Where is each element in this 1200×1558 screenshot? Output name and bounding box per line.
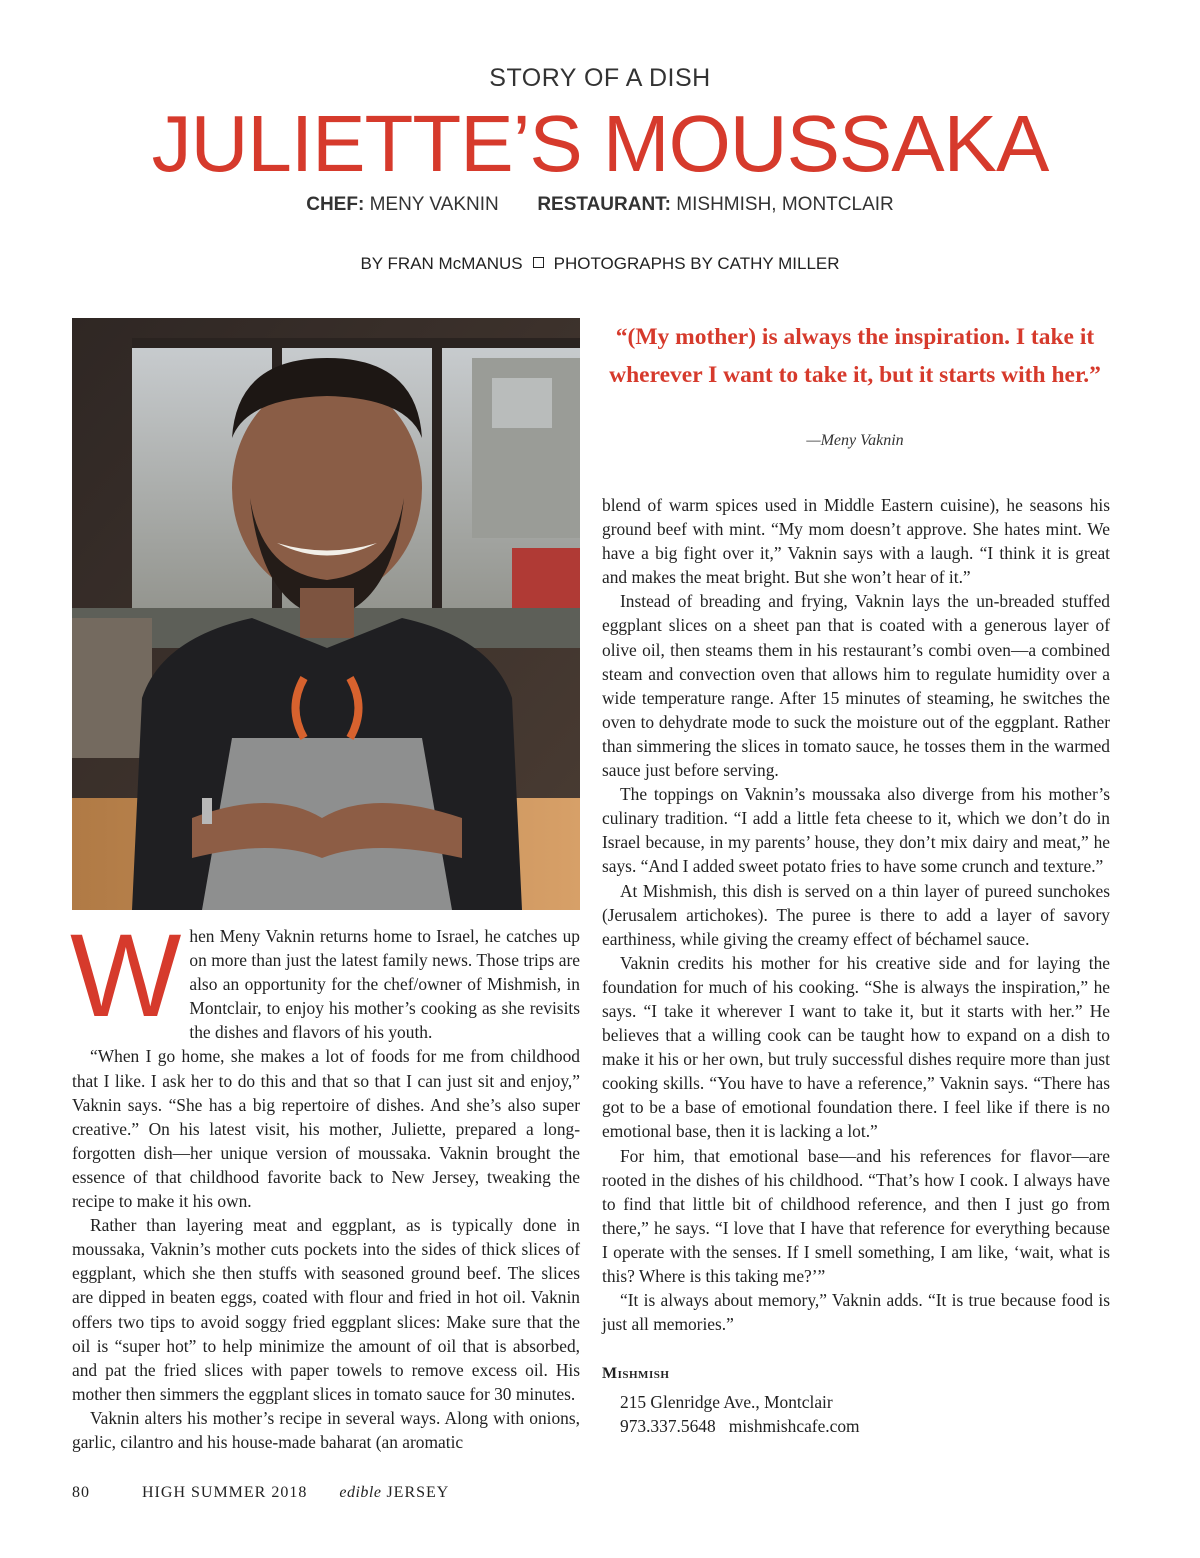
paragraph: “When I go home, she makes a lot of foods for me from childhood that I like. I ask her to do this and that so that I can just sit and enjoy,” Vaknin says. “She has a big repertoire of dishes. And she’s also super creative.” On his latest visit, his mother, Juliette, prepared a long-forgotten dish—her unique version of moussaka. Vaknin brought the essence of that childhood favorite back to New Jersey, tweaking the recipe to make it his own. (72, 1046, 580, 1212)
section-kicker: STORY OF A DISH (489, 64, 711, 92)
restaurant-website[interactable]: mishmishcafe.com (728, 1416, 860, 1436)
separator-square-icon (533, 257, 544, 268)
restaurant-address: 215 Glenridge Ave., Montclair (620, 1392, 833, 1412)
chef-restaurant-line (0, 194, 1200, 216)
article-column-right (602, 493, 1110, 1336)
paragraph: Vaknin credits his mother for his creative side and for laying the foundation for much of his cooking. “She is always the inspiration,” he says. “I take it wherever I want to take it, but it starts with her.” He believes that a willing cook can be taught how to expand on a dish to make it his or her own, but truly successful dishes require more than just cooking skills. “You have to have a reference,” Vaknin says. “There has got to be a base of emotional foundation there. I feel like if there is no emotional base, then it is lacking a lot.” (602, 952, 1110, 1142)
paragraph: When Meny Vaknin returns home to Israel, he catches up on more than just the latest family news. Those trips are also an opportunity for the chef/owner of Mishmish, in Montclair, to enjoy his mother’s cooking as she revisits the dishes and flavors of his youth. (70, 910, 580, 1043)
byline (0, 254, 1200, 274)
paragraph: The toppings on Vaknin’s moussaka also diverge from his mother’s culinary tradition. “I add a little feta cheese to it, which we don’t do in Israel because, in my parents’ house, they don’t mix dairy and meat,” he says. “And I added sweet potato fries to have some crunch and texture.” (602, 784, 1110, 877)
chef-label: CHEF: (306, 194, 365, 215)
restaurant-phone: 973.337.5648 (620, 1416, 716, 1436)
author-credit: BY FRAN McMANUS (360, 254, 523, 273)
pull-quote: “(My mother) is always the inspiration. I take it wherever I want to take it, but it starts with her.” (609, 324, 1101, 388)
page-footer (72, 1484, 449, 1502)
article-title: JULIETTE’S MOUSSAKA (151, 99, 1049, 188)
restaurant-info-name: Mishmish (602, 1365, 670, 1382)
paragraph: Instead of breading and frying, Vaknin lays the un-breaded stuffed eggplant slices on a sheet pan that is coated with a generous layer of olive oil, then steams them in his restaurant’s combi oven—a combined steam and convection oven that allows him to regulate humidity over a wide temperature range. After 15 minutes of steaming, he switches the oven to dehydrate mode to suck the moisture out of the eggplant. Rather than simmering the slices in tomato sauce, he tosses them in the warmed sauce just before serving. (602, 591, 1110, 781)
restaurant-label: RESTAURANT: (537, 194, 672, 215)
magazine-name: JERSEY (386, 1484, 450, 1501)
restaurant-name: MISHMISH, MONTCLAIR (676, 194, 894, 215)
issue-name: HIGH SUMMER 2018 (142, 1484, 308, 1501)
photo-credit: PHOTOGRAPHS BY CATHY MILLER (553, 254, 840, 273)
paragraph: blend of warm spices used in Middle Eastern cuisine), he seasons his ground beef with mint. “My mom doesn’t approve. She hates mint. We have a big fight over it,” Vaknin says with a laugh. “I think it is great and makes the meat bright. But she won’t hear of it.” (602, 495, 1110, 588)
pull-quote-attribution: —Meny Vaknin (806, 432, 904, 449)
chef-photo (72, 318, 580, 910)
paragraph: Vaknin alters his mother’s recipe in several ways. Along with onions, garlic, cilantro and his house-made baharat (an aromatic (72, 1407, 580, 1452)
article-column-left (70, 910, 580, 1454)
drop-cap: W (70, 910, 182, 1042)
restaurant-contact (602, 1414, 1102, 1438)
paragraph: “It is always about memory,” Vaknin adds. “It is true because food is just all memories.” (602, 1290, 1110, 1335)
paragraph: At Mishmish, this dish is served on a thin layer of pureed sunchokes (Jerusalem artichokes). The puree is there to add a layer of savory earthiness, while giving the creamy effect of béchamel sauce. (602, 880, 1110, 949)
paragraph: Rather than layering meat and eggplant, as is typically done in moussaka, Vaknin’s mother cuts pockets into the sides of thick slices of eggplant, which she then stuffs with seasoned ground beef. The slices are dipped in beaten eggs, coated with flour and fried in hot oil. Vaknin offers two tips to avoid soggy fried eggplant slices: Make sure that the oil is “super hot” to help minimize the amount of oil that is absorbed, and pat the fried slices with paper towels to remove excess oil. His mother then simmers the eggplant slices in tomato sauce for 30 minutes. (72, 1215, 580, 1404)
restaurant-info (602, 1362, 1102, 1438)
page-number: 80 (72, 1484, 90, 1501)
chef-name: MENY VAKNIN (369, 194, 499, 215)
magazine-name-italic: edible (339, 1484, 382, 1501)
paragraph: For him, that emotional base—and his references for flavor—are rooted in the dishes of his childhood. “That’s how I cook. I always have to find that little bit of childhood reference, and then I just go from there,” he says. “I love that I have that reference for everything because I operate with the senses. If I smell something, I am like, ‘wait, what is this? Where is this taking me?’” (602, 1145, 1110, 1286)
